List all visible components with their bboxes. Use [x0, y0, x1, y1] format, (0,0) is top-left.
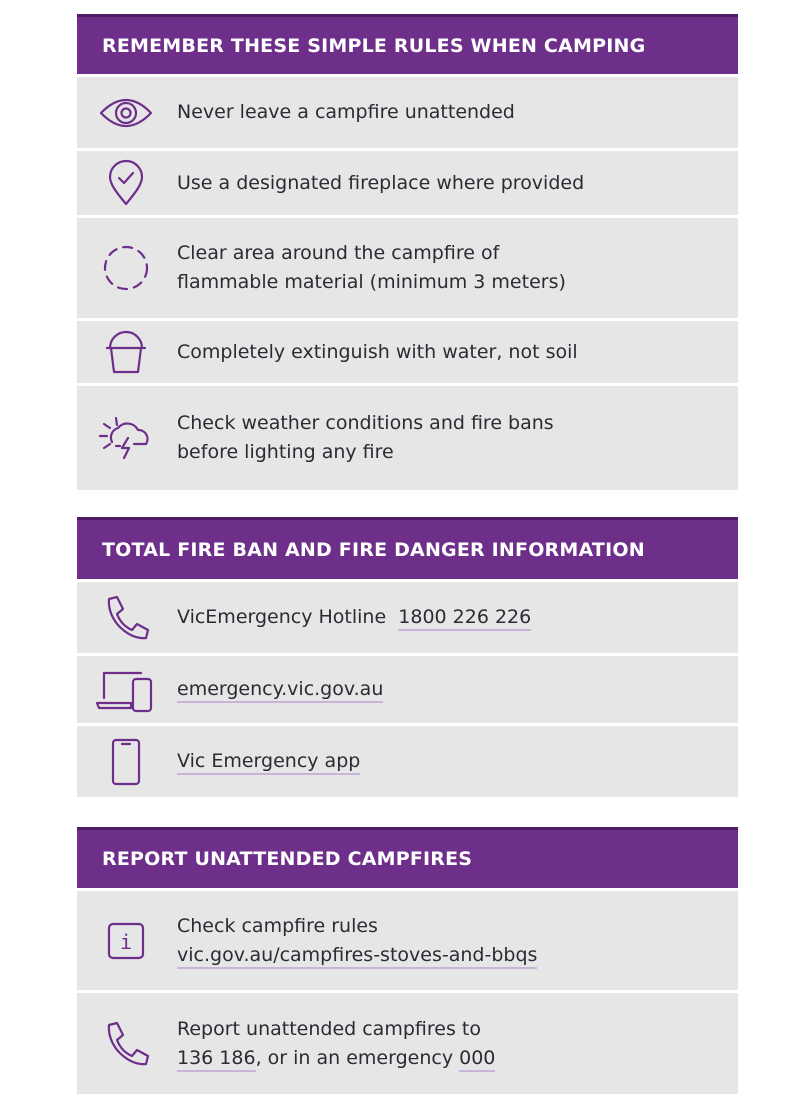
phone-icon — [95, 593, 157, 643]
hotline-text: VicEmergency Hotline 1800 226 226 — [177, 603, 724, 632]
section-header — [77, 827, 738, 888]
app-text — [177, 747, 724, 776]
section-fire-ban-info — [77, 517, 738, 797]
section-title: TOTAL FIRE BAN AND FIRE DANGER INFORMATION — [102, 538, 645, 561]
section-header — [77, 14, 738, 74]
rule-text: Completely extinguish with water, not soil — [177, 340, 578, 363]
location-check-icon — [95, 158, 157, 208]
weather-storm-icon — [95, 413, 157, 463]
bucket-icon — [95, 327, 157, 377]
list-item — [77, 318, 738, 383]
list-item — [77, 990, 738, 1094]
smartphone-icon — [95, 737, 157, 787]
rule-text: Never leave a campfire unattended — [177, 101, 515, 123]
hotline-number-link[interactable]: 1800 226 226 — [398, 606, 531, 631]
rule-text: Use a designated fireplace where provided — [177, 171, 585, 194]
list-item — [77, 383, 738, 490]
dashed-circle-icon — [95, 243, 157, 293]
list-item — [77, 888, 738, 990]
phone-icon — [95, 1019, 157, 1069]
emergency-number-link[interactable]: 000 — [459, 1047, 495, 1072]
svg-text:i: i — [119, 929, 133, 954]
report-text: Report unattended campfires to 136 186, or in an emergency 000 — [177, 1015, 724, 1073]
website-text — [177, 675, 724, 704]
list-item — [77, 74, 738, 148]
section-report-campfires — [77, 827, 738, 1094]
list-item — [77, 653, 738, 723]
campfire-rules-link[interactable]: vic.gov.au/campfires-stoves-and-bbqs — [177, 944, 537, 969]
list-item — [77, 723, 738, 797]
section-camping-rules — [77, 14, 738, 490]
rules-text: Check campfire rules vic.gov.au/campfires-stoves-and-bbqs — [177, 912, 724, 970]
eye-icon — [95, 88, 157, 138]
rule-text: Check weather conditions and fire bans before lighting any fire — [177, 412, 554, 463]
website-link[interactable]: emergency.vic.gov.au — [177, 678, 383, 703]
list-item — [77, 148, 738, 215]
rule-text: Clear area around the campfire of flammable material (minimum 3 meters) — [177, 242, 566, 293]
list-item — [77, 579, 738, 653]
report-number-link[interactable]: 136 186 — [177, 1047, 256, 1072]
list-item — [77, 215, 738, 318]
section-title: REMEMBER THESE SIMPLE RULES WHEN CAMPING — [102, 34, 646, 57]
section-header — [77, 517, 738, 579]
info-icon — [95, 916, 157, 966]
laptop-phone-icon — [95, 665, 157, 715]
app-link[interactable]: Vic Emergency app — [177, 750, 360, 775]
section-title: REPORT UNATTENDED CAMPFIRES — [102, 848, 473, 870]
